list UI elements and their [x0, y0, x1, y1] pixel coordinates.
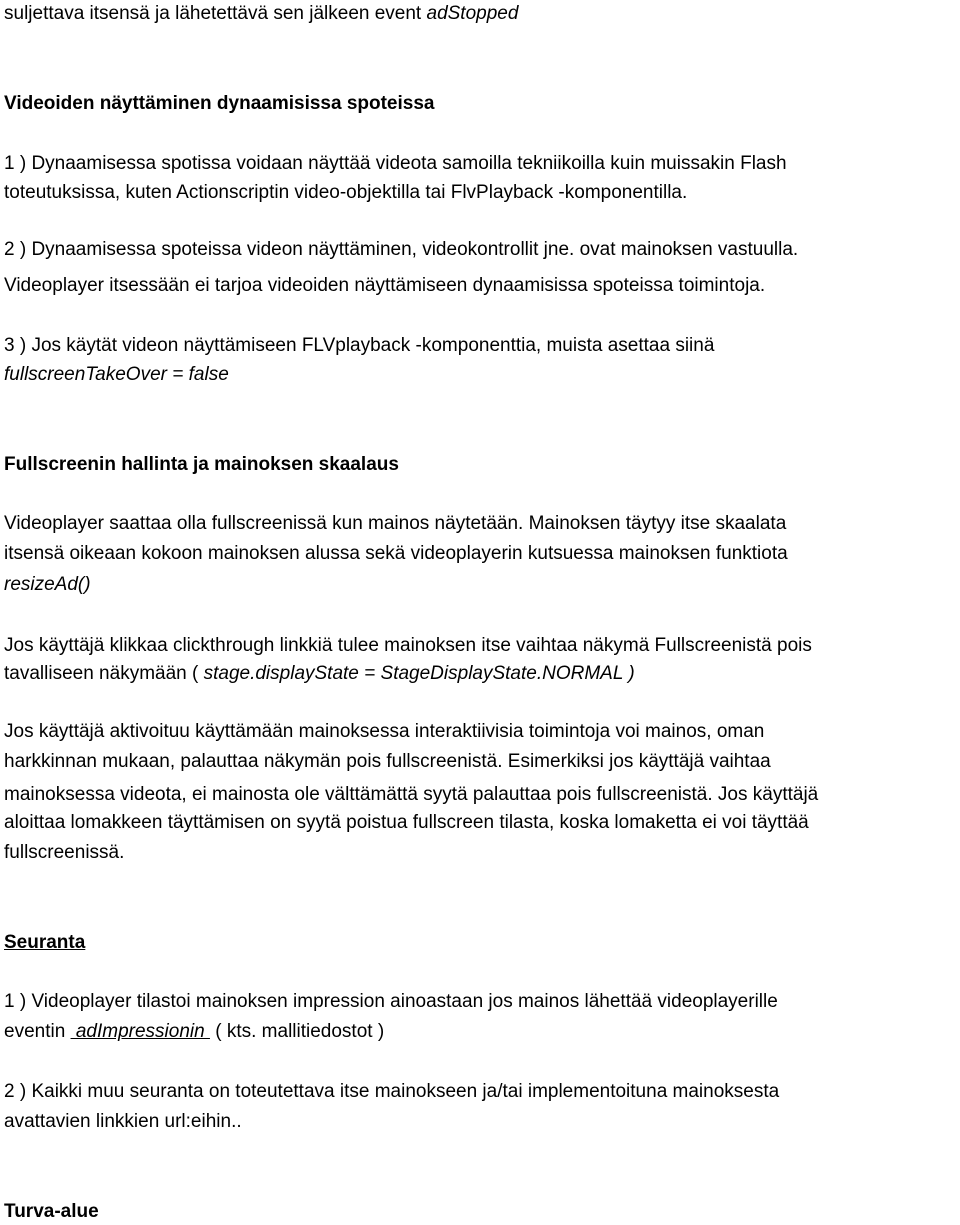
- video-p2-line2: Videoplayer itsessään ei tarjoa videoiden näyttämiseen dynaamisissa spoteissa toimintoja.: [4, 275, 766, 296]
- heading-tracking: Seuranta: [4, 932, 86, 953]
- event-name-adimpressionin: adImpressionin: [70, 1021, 210, 1042]
- tracking-p1-text-a: eventin: [4, 1021, 71, 1042]
- tracking-p2-line2: avattavien linkkien url:eihin..: [4, 1111, 242, 1132]
- fullscreen-p1-line3: resizeAd(): [4, 574, 91, 595]
- tracking-p2-line1: 2 ) Kaikki muu seuranta on toteutettava itse mainokseen ja/tai implementoituna mainoksesta: [4, 1081, 780, 1102]
- code-displaystate: stage.displayState = StageDisplayState.NORMAL ): [203, 663, 635, 684]
- fullscreen-p1-line2: itsensä oikeaan kokoon mainoksen alussa sekä videoplayerin kutsuessa mainoksen funktiota: [4, 543, 788, 564]
- heading-fullscreen: Fullscreenin hallinta ja mainoksen skaalaus: [4, 454, 399, 475]
- video-p3-line1: 3 ) Jos käytät videon näyttämiseen FLVplayback -komponenttia, muista asettaa siinä: [4, 335, 715, 356]
- video-p2-line1: 2 ) Dynaamisessa spoteissa videon näyttäminen, videokontrollit jne. ovat mainoksen vastuulla.: [4, 239, 799, 260]
- intro-text: suljettava itsensä ja lähetettävä sen jälkeen event: [4, 3, 427, 24]
- fullscreen-p2-line1: Jos käyttäjä klikkaa clickthrough linkkiä tulee mainoksen itse vaihtaa näkymä Fullscreenistä pois: [4, 635, 812, 656]
- fullscreen-p3-line2: harkkinnan mukaan, palauttaa näkymän pois fullscreenistä. Esimerkiksi jos käyttäjä vaihtaa: [4, 751, 771, 772]
- heading-safe-area: Turva-alue: [4, 1201, 99, 1222]
- intro-line: [4, 1, 518, 27]
- fullscreen-p3-line3: mainoksessa videota, ei mainosta ole välttämättä syytä palauttaa pois fullscreenistä. Jos käyttäjä: [4, 784, 819, 805]
- fullscreen-p2-line2: [4, 661, 635, 687]
- fullscreen-p3-line5: fullscreenissä.: [4, 842, 125, 863]
- fullscreen-p1-line1: Videoplayer saattaa olla fullscreenissä kun mainos näytetään. Mainoksen täytyy itse skaalata: [4, 513, 787, 534]
- tracking-p1-line1: 1 ) Videoplayer tilastoi mainoksen impression ainoastaan jos mainos lähettää videoplayerille: [4, 991, 778, 1012]
- fullscreen-p3-line4: aloittaa lomakkeen täyttämisen on syytä poistua fullscreen tilasta, koska lomaketta ei voi täyttää: [4, 812, 809, 833]
- tracking-p1-line2: [4, 1019, 384, 1045]
- heading-video: Videoiden näyttäminen dynaamisissa spoteissa: [4, 93, 435, 114]
- fullscreen-p3-line1: Jos käyttäjä aktivoituu käyttämään mainoksessa interaktiivisia toimintoja voi mainos, oman: [4, 721, 765, 742]
- video-p3-line2: fullscreenTakeOver = false: [4, 364, 229, 385]
- event-name-adstopped: adStopped: [426, 3, 519, 24]
- tracking-p1-text-b: ( kts. mallitiedostot ): [209, 1021, 385, 1042]
- video-p1-line1: 1 ) Dynaamisessa spotissa voidaan näyttää videota samoilla tekniikoilla kuin muissakin Flash: [4, 153, 787, 174]
- fullscreen-p2-text: tavalliseen näkymään (: [4, 663, 204, 684]
- video-p1-line2: toteutuksissa, kuten Actionscriptin video-objektilla tai FlvPlayback -komponentilla.: [4, 182, 688, 203]
